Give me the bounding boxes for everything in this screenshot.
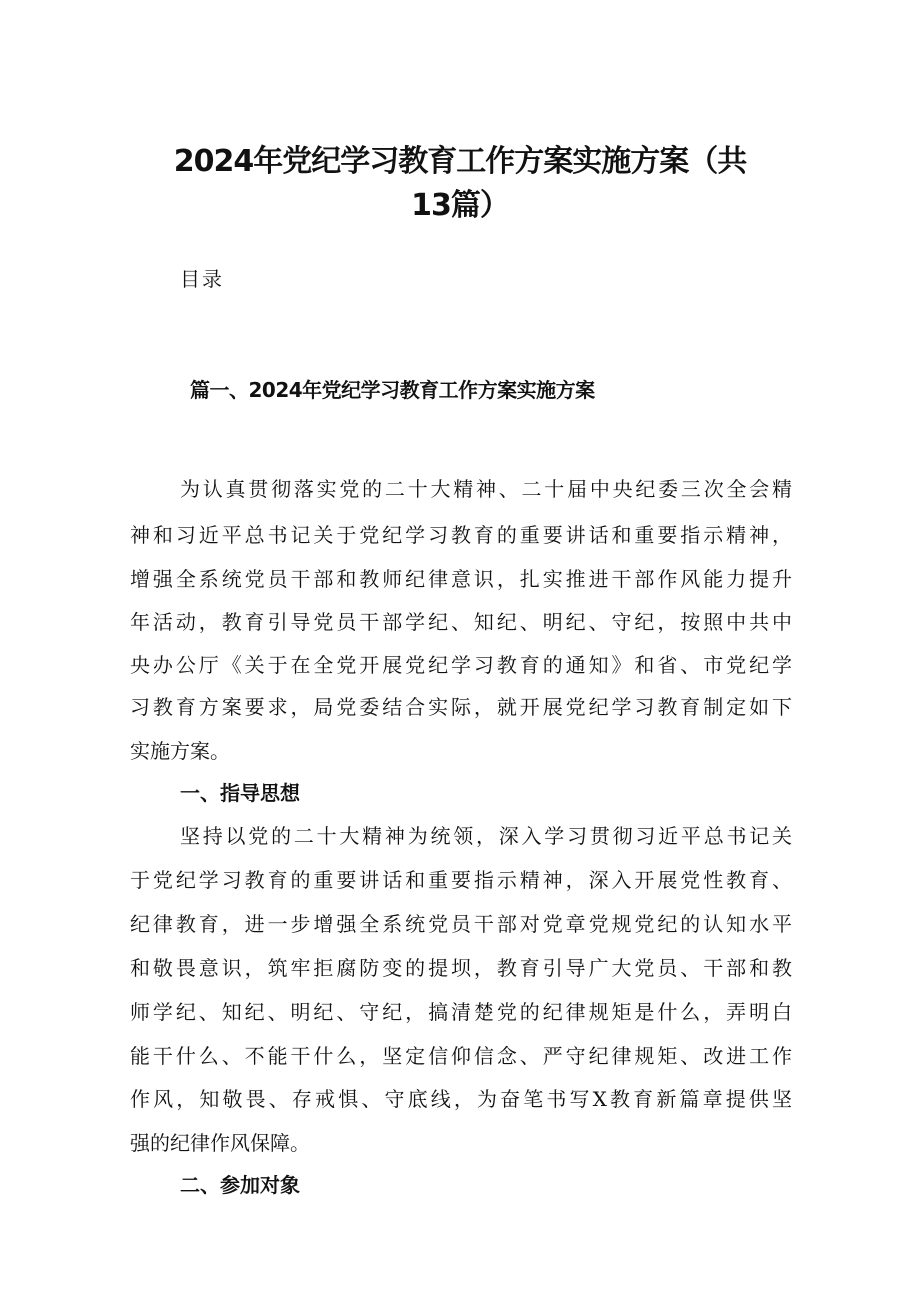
section1-line-8: 强的纪律作风保障。 (130, 1131, 310, 1155)
section-heading-guiding-ideology: 一、指导思想 (180, 781, 300, 805)
intro-line-1: 为认真贯彻落实党的二十大精神、二十届中央纪委三次全会精 (180, 477, 792, 501)
section1-line-3: 纪律教育，进一步增强全系统党员干部对党章党规党纪的认知水平 (130, 912, 792, 936)
chapter-title: 篇一、2024年党纪学习教育工作方案实施方案 (190, 378, 595, 402)
section1-line-7: 作风，知敬畏、存戒惧、守底线，为奋笔书写X教育新篇章提供坚 (130, 1087, 792, 1111)
intro-line-6: 习教育方案要求，局党委结合实际，就开展党纪学习教育制定如下 (130, 695, 792, 719)
intro-line-7: 实施方案。 (130, 739, 230, 763)
section1-line-1: 坚持以党的二十大精神为统领，深入学习贯彻习近平总书记关 (180, 824, 792, 848)
table-of-contents-label: 目录 (180, 267, 224, 291)
document-title-line-2: 13篇） (411, 188, 509, 223)
intro-line-4: 年活动，教育引导党员干部学纪、知纪、明纪、守纪，按照中共中 (130, 610, 792, 634)
section1-line-4: 和敬畏意识，筑牢拒腐防变的提坝，教育引导广大党员、干部和教 (130, 956, 792, 980)
intro-line-2: 神和习近平总书记关于党纪学习教育的重要讲话和重要指示精神， (130, 523, 792, 547)
intro-line-5: 央办公厅《关于在全党开展党纪学习教育的通知》和省、市党纪学 (130, 653, 792, 677)
section1-line-5: 师学纪、知纪、明纪、守纪，搞清楚党的纪律规矩是什么，弄明白 (130, 1000, 792, 1024)
section1-line-2: 于党纪学习教育的重要讲话和重要指示精神，深入开展党性教育、 (130, 868, 792, 892)
document-title-line-1: 2024年党纪学习教育工作方案实施方案（共 (173, 144, 747, 179)
section1-line-6: 能干什么、不能干什么，坚定信仰信念、严守纪律规矩、改进工作 (130, 1044, 792, 1068)
section-heading-participants: 二、参加对象 (180, 1173, 300, 1197)
intro-line-3: 增强全系统党员干部和教师纪律意识，扎实推进干部作风能力提升 (130, 567, 792, 591)
